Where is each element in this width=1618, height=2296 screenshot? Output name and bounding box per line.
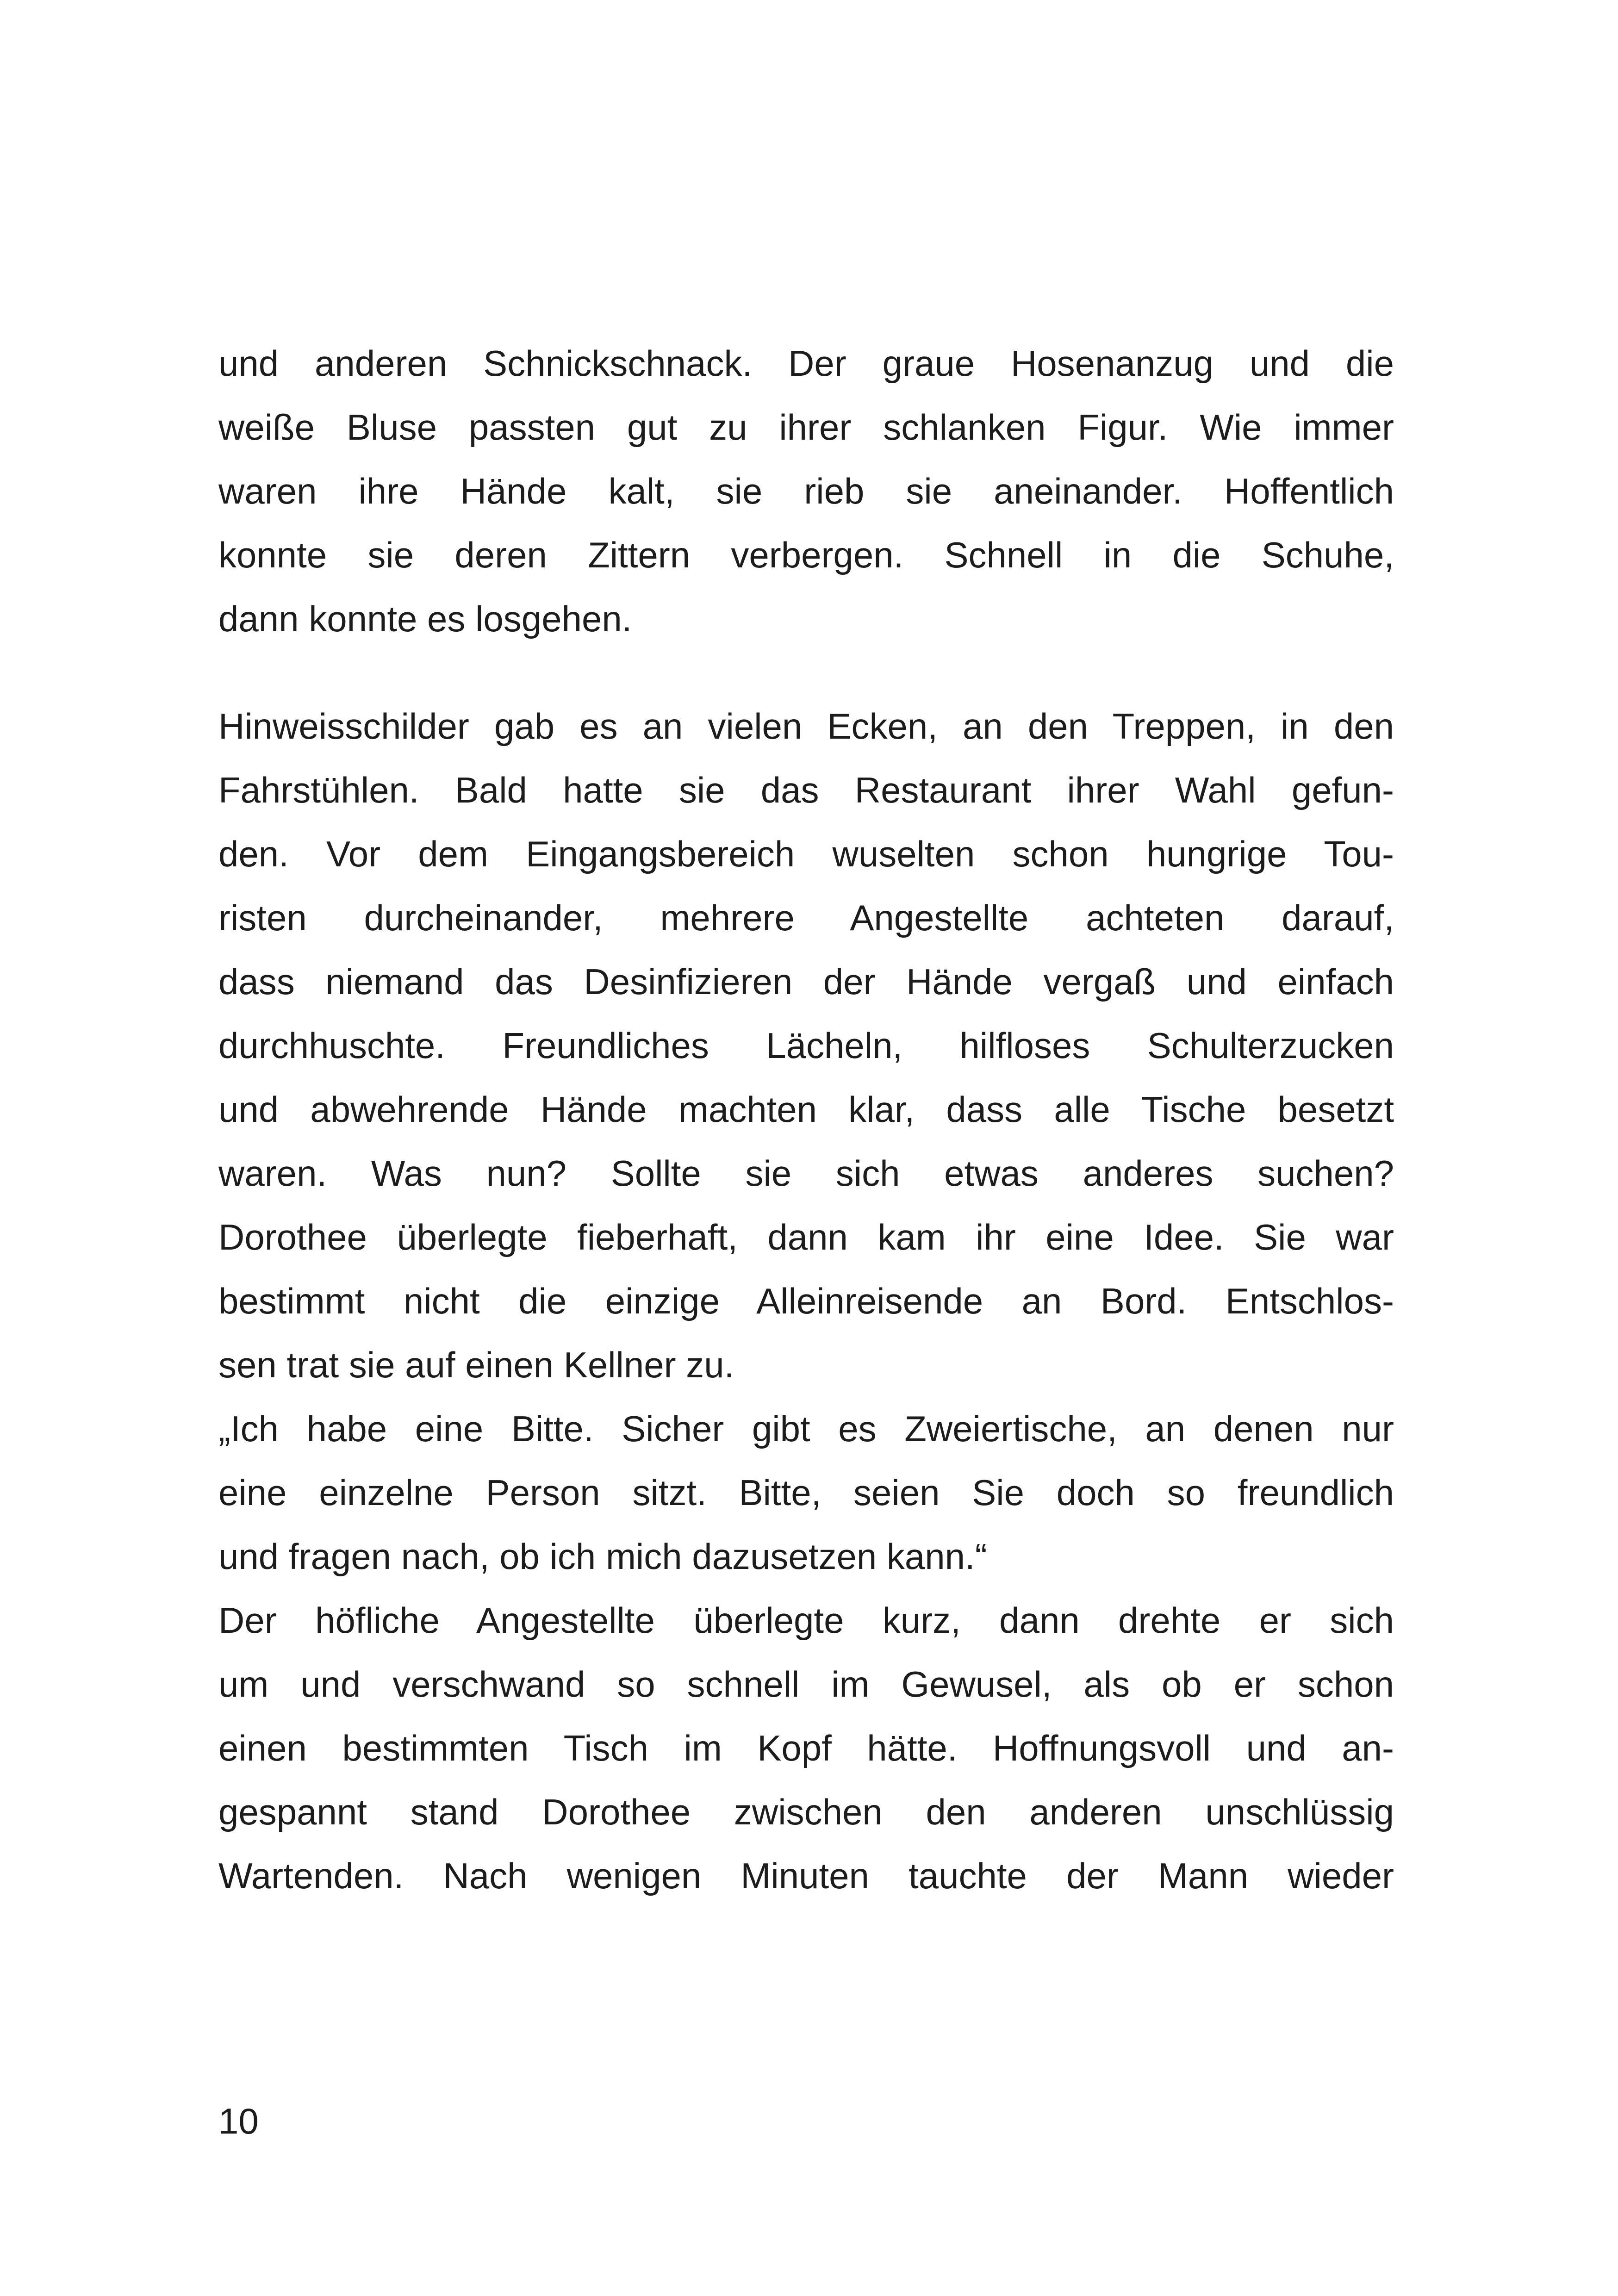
text-line: Dorothee überlegte fieberhaft, dann kam ihr eine Idee. Sie war [218, 1217, 1394, 1257]
paragraph [218, 331, 1394, 651]
text-line: und anderen Schnickschnack. Der graue Hosenanzug und die [218, 343, 1394, 384]
text-line: risten durcheinander, mehrere Angestellte achteten darauf, [218, 897, 1394, 938]
text-line: Hinweisschilder gab es an vielen Ecken, an den Treppen, in den [218, 706, 1394, 747]
text-line: weiße Bluse passten gut zu ihrer schlanken Figur. Wie immer [218, 407, 1394, 448]
text-line: um und verschwand so schnell im Gewusel, als ob er schon [218, 1664, 1394, 1705]
text-line: und fragen nach, ob ich mich dazusetzen kann.“ [218, 1536, 987, 1577]
text-line: und abwehrende Hände machten klar, dass alle Tische besetzt [218, 1089, 1394, 1130]
text-line: sen trat sie auf einen Kellner zu. [218, 1344, 734, 1385]
text-line: den. Vor dem Eingangsbereich wuselten schon hungrige Tou- [218, 834, 1394, 874]
paragraph [218, 694, 1394, 1397]
text-line: waren. Was nun? Sollte sie sich etwas anderes suchen? [218, 1153, 1394, 1194]
text-line: gespannt stand Dorothee zwischen den anderen unschlüssig [218, 1792, 1394, 1832]
page-number: 10 [218, 2101, 259, 2141]
text-line: dass niemand das Desinfizieren der Hände vergaß und einfach [218, 961, 1394, 1002]
body-text [218, 694, 1394, 1908]
text-line: eine einzelne Person sitzt. Bitte, seien Sie doch so freundlich [218, 1472, 1394, 1513]
paragraph [218, 1588, 1394, 1908]
text-line: konnte sie deren Zittern verbergen. Schnell in die Schuhe, [218, 535, 1394, 575]
text-line: Wartenden. Nach wenigen Minuten tauchte der Mann wieder [218, 1855, 1394, 1896]
text-line: „Ich habe eine Bitte. Sicher gibt es Zweiertische, an denen nur [218, 1408, 1394, 1449]
text-line: waren ihre Hände kalt, sie rieb sie aneinander. Hoffentlich [218, 471, 1394, 511]
text-line: bestimmt nicht die einzige Alleinreisende an Bord. Entschlos- [218, 1281, 1394, 1321]
paragraph [218, 1397, 1394, 1588]
text-line: Fahrstühlen. Bald hatte sie das Restaurant ihrer Wahl gefun- [218, 770, 1394, 810]
text-line: durchhuschte. Freundliches Lächeln, hilfloses Schulterzucken [218, 1025, 1394, 1066]
text-line: dann konnte es losgehen. [218, 598, 632, 639]
text-line: Der höfliche Angestellte überlegte kurz, dann drehte er sich [218, 1600, 1394, 1641]
text-line: einen bestimmten Tisch im Kopf hätte. Hoffnungsvoll und an- [218, 1728, 1394, 1768]
